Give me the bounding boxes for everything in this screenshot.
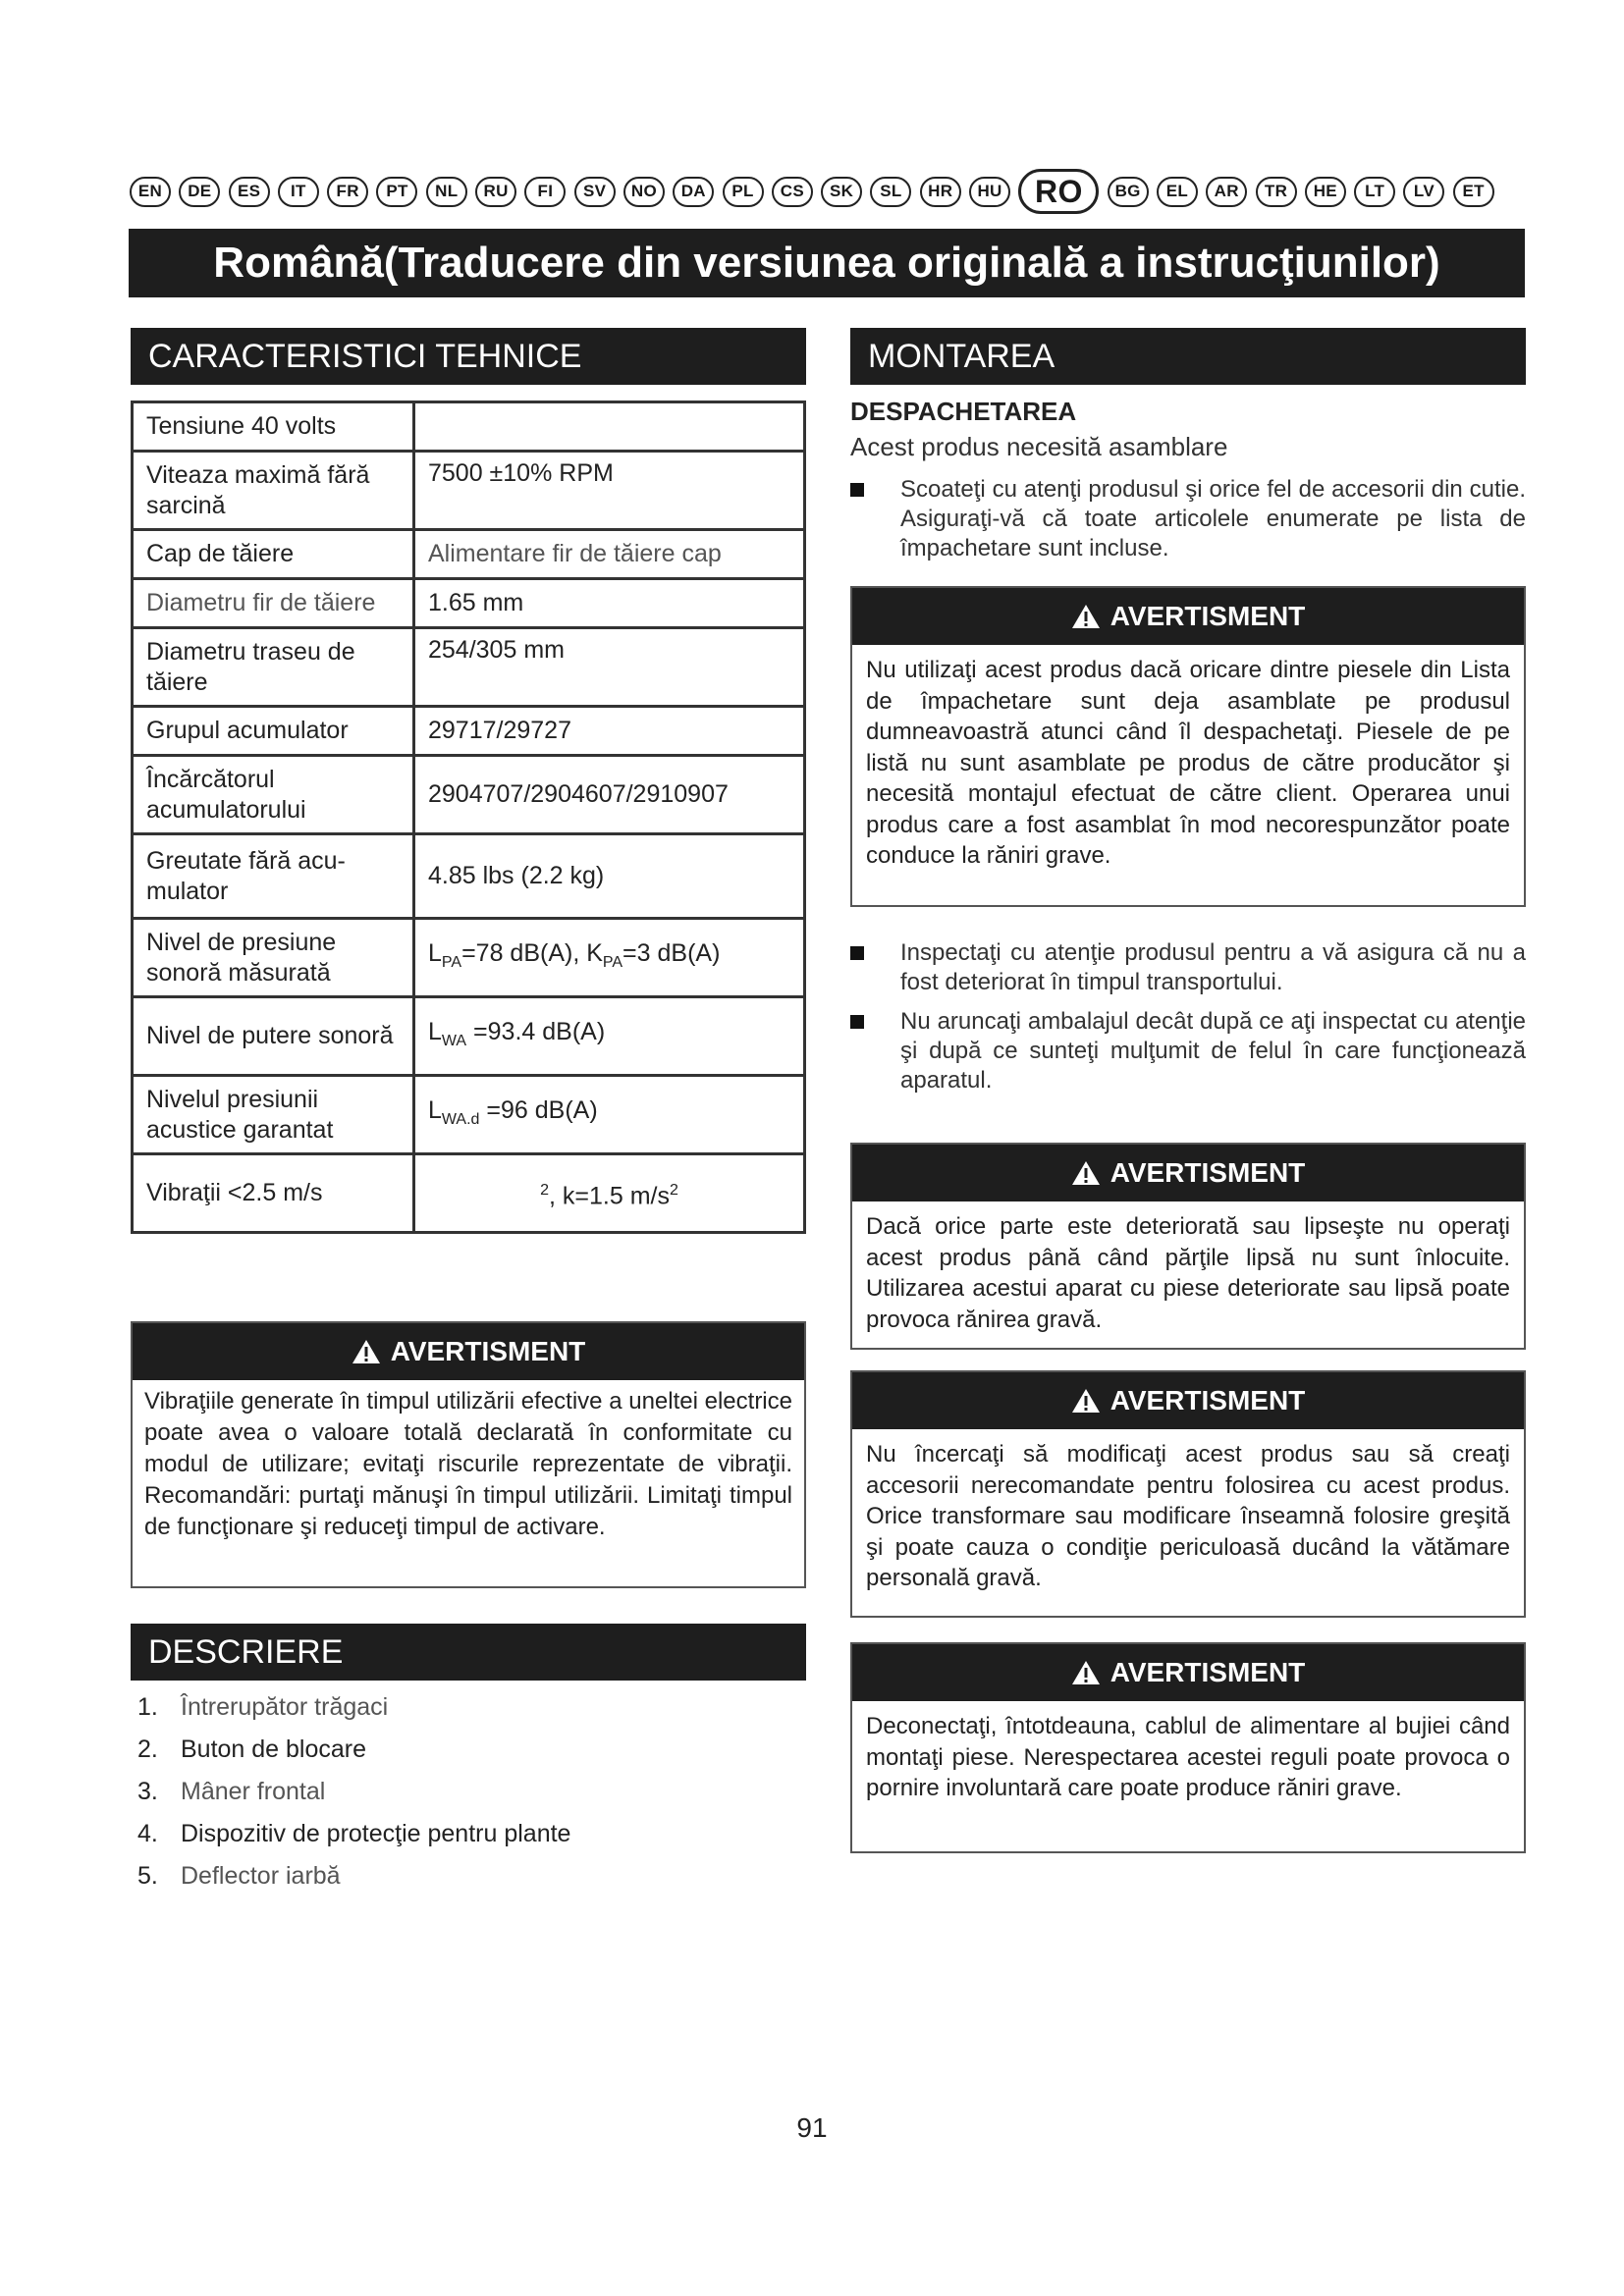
list-item: 2. Buton de blocare bbox=[137, 1735, 367, 1763]
spec-value-vib: $^2$, k=1.5 $m/s^2$ bbox=[414, 1154, 805, 1233]
list-item: 4. Dispozitiv de protecţie pentru plante bbox=[137, 1820, 571, 1847]
bullet-icon bbox=[850, 946, 864, 960]
language-badge-de: DE bbox=[179, 177, 220, 207]
language-badge-lt: LT bbox=[1354, 177, 1395, 207]
spec-label: Greutate fără acu-mulator bbox=[133, 834, 414, 919]
list-item: 3. Mâner frontal bbox=[137, 1778, 326, 1805]
spec-value: 2904707/2904607/2910907 bbox=[414, 756, 805, 834]
spec-label: Diametru fir de tăiere bbox=[133, 579, 414, 628]
warning-text: Vibraţiile generate în timpul utilizării efective a uneltei electrice poate avea o valoare totală declarată în conformitate cu modul de utilizare; evitaţi riscurile reprezentate de vibraţii. Recomandări: purtaţi mănuşi în timpul utilizării. Limitaţi timpul de funcţionare şi reduceţi timpul de activare. bbox=[144, 1388, 792, 1540]
spec-label: Încărcătorul acumulatorului bbox=[133, 756, 414, 834]
page-number: 91 bbox=[796, 2112, 828, 2143]
language-badge-it: IT bbox=[278, 177, 319, 207]
tech-heading: CARACTERISTICI TEHNICE bbox=[131, 328, 806, 385]
language-badge-pt: PT bbox=[376, 177, 417, 207]
warning-text: Nu utilizaţi acest produs dacă oricare dintre piesele din Lista de împachetare sunt deja asamblate pe produsul dumneavoastră atunci când îl despachetaţi. Piesele de pe listă nu sunt asamblate pe produs de către producător şi necesită montajul efectuat de către client. Operarea unui produs care a fost asamblat în mod necorespunzător poate conduce la răniri grave. bbox=[866, 657, 1510, 869]
spec-value bbox=[414, 402, 805, 452]
language-badge-fr: FR bbox=[327, 177, 368, 207]
language-badge-no: NO bbox=[623, 177, 665, 207]
spec-label: Grupul acumulator bbox=[133, 707, 414, 756]
spec-value-lwad: $L_{WA.d} =96$ dB(A) bbox=[414, 1076, 805, 1154]
language-badge-sv: SV bbox=[574, 177, 616, 207]
list-item: 5. Deflector iarbă bbox=[137, 1862, 341, 1890]
warning-box-2 bbox=[850, 1143, 1526, 1350]
language-badge-ar: AR bbox=[1206, 177, 1247, 207]
warning-label: AVERTISMENT bbox=[1110, 601, 1306, 631]
warning-box-1 bbox=[850, 586, 1526, 907]
language-badge-lv: LV bbox=[1403, 177, 1444, 207]
bullet-icon bbox=[850, 483, 864, 497]
spec-label: Vibraţii <2.5 m/s bbox=[133, 1154, 414, 1233]
page-title: Română(Traducere din versiunea originală a instrucţiunilor) bbox=[129, 229, 1525, 297]
language-badge-da: DA bbox=[673, 177, 714, 207]
spec-value: 7500 ±10% RPM bbox=[414, 452, 805, 530]
language-badge-ro: RO bbox=[1018, 169, 1099, 214]
warning-label: AVERTISMENT bbox=[1110, 1157, 1306, 1188]
warning-icon bbox=[1071, 1160, 1101, 1186]
warning-header bbox=[852, 1372, 1524, 1429]
spec-label: Nivel de presiune sonoră măsurată bbox=[133, 919, 414, 997]
spec-value: Alimentare fir de tăiere cap bbox=[414, 530, 805, 579]
spec-label: Viteaza maximă fără sarcină bbox=[133, 452, 414, 530]
language-badge-hu: HU bbox=[969, 177, 1010, 207]
language-badge-fi: FI bbox=[524, 177, 566, 207]
language-badge-nl: NL bbox=[426, 177, 467, 207]
bullet-icon bbox=[850, 1015, 864, 1029]
warning-icon bbox=[352, 1339, 381, 1364]
language-badge-sl: SL bbox=[870, 177, 911, 207]
warning-box-3 bbox=[850, 1370, 1526, 1618]
language-badge-he: HE bbox=[1305, 177, 1346, 207]
descriere-heading: DESCRIERE bbox=[131, 1624, 806, 1681]
warning-text: Dacă orice parte este deteriorată sau lipseşte nu operaţi acest produs până când părţile lipsă nu sunt înlocuite. Utilizarea acestui aparat cu piese deteriorate sau lipsă poate provoca rănirea gravă. bbox=[866, 1213, 1510, 1333]
spec-label: Tensiune 40 volts bbox=[133, 402, 414, 452]
spec-value-lpa: $L_{PA}=78$ dB(A), $K_{PA}=3$ dB(A) bbox=[414, 919, 805, 997]
spec-value: 4.85 lbs (2.2 kg) bbox=[414, 834, 805, 919]
warning-icon bbox=[1071, 1660, 1101, 1685]
list-item: 1. Întrerupător trăgaci bbox=[137, 1693, 389, 1721]
language-badge-sk: SK bbox=[821, 177, 862, 207]
warning-header bbox=[852, 1644, 1524, 1701]
spec-value: 254/305 mm bbox=[414, 628, 805, 707]
description-list bbox=[137, 1686, 570, 1897]
assembly-note: Acest produs necesită asamblare bbox=[850, 432, 1228, 461]
warning-label: AVERTISMENT bbox=[1110, 1657, 1306, 1687]
warning-header bbox=[133, 1323, 804, 1380]
language-badge-hr: HR bbox=[920, 177, 961, 207]
language-badge-tr: TR bbox=[1256, 177, 1297, 207]
language-badge-bg: BG bbox=[1108, 177, 1149, 207]
spec-label: Nivelul presiunii acustice garantat bbox=[133, 1076, 414, 1154]
despachetarea-heading: DESPACHETAREA bbox=[850, 397, 1077, 426]
spec-value: 29717/29727 bbox=[414, 707, 805, 756]
warning-text: Nu încercaţi să modificaţi acest produs sau să creaţi accesorii nerecomandate pentru folosirea cu acest produs. Orice transformare sau modificare înseamnă folosire greşită şi poate cauza o condiţie periculoasă ducând la vătămare personală gravă. bbox=[866, 1441, 1510, 1591]
language-selector bbox=[130, 165, 1494, 218]
bullet-item: Inspectaţi cu atenţie produsul pentru a vă asigura că nu a fost deteriorat în timpul transportului. bbox=[850, 938, 1526, 997]
language-badge-pl: PL bbox=[723, 177, 764, 207]
warning-label: AVERTISMENT bbox=[1110, 1385, 1306, 1415]
warning-icon bbox=[1071, 604, 1101, 629]
montarea-heading: MONTAREA bbox=[850, 328, 1526, 385]
spec-table bbox=[131, 400, 806, 1234]
spec-label: Nivel de putere sonoră bbox=[133, 997, 414, 1076]
language-badge-et: ET bbox=[1453, 177, 1494, 207]
warning-label: AVERTISMENT bbox=[390, 1336, 586, 1366]
spec-label: Cap de tăiere bbox=[133, 530, 414, 579]
language-badge-en: EN bbox=[130, 177, 171, 207]
warning-box-4 bbox=[850, 1642, 1526, 1853]
language-badge-el: EL bbox=[1157, 177, 1198, 207]
language-badge-ru: RU bbox=[475, 177, 516, 207]
language-badge-cs: CS bbox=[772, 177, 813, 207]
warning-header bbox=[852, 588, 1524, 645]
warning-icon bbox=[1071, 1388, 1101, 1414]
vibration-warning bbox=[131, 1321, 806, 1588]
spec-value: 1.65 mm bbox=[414, 579, 805, 628]
warning-header bbox=[852, 1145, 1524, 1201]
warning-text: Deconectaţi, întotdeauna, cablul de alimentare al bujiei când montaţi piese. Nerespectarea acestei reguli poate provoca o pornire involuntară care poate produce răniri grave. bbox=[866, 1713, 1510, 1801]
spec-label: Diametru traseu de tăiere bbox=[133, 628, 414, 707]
bullet-item: Nu aruncaţi ambalajul decât după ce aţi inspectat cu atenţie şi după ce sunteţi mulţumit de felul în care funcţionează aparatul. bbox=[850, 1007, 1526, 1095]
language-badge-es: ES bbox=[229, 177, 270, 207]
spec-value-lwa: $L_{WA} =93.4$ dB(A) bbox=[414, 997, 805, 1076]
bullet-item: Scoateţi cu atenţi produsul şi orice fel de accesorii din cutie. Asiguraţi-vă că toate articolele enumerate pe lista de împachetare sunt incluse. bbox=[850, 475, 1526, 563]
